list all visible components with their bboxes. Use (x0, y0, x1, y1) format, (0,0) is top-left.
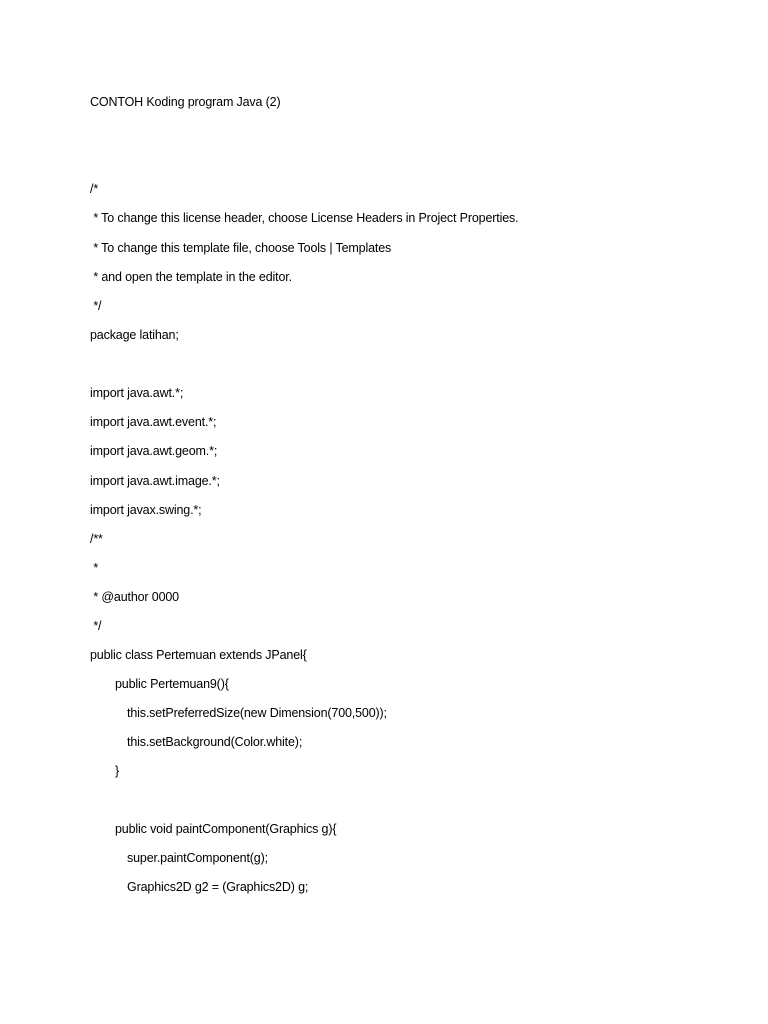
code-line: /** (90, 532, 103, 546)
code-line: import java.awt.image.*; (90, 474, 220, 488)
code-line: this.setBackground(Color.white); (127, 735, 303, 749)
code-line: public class Pertemuan extends JPanel{ (90, 648, 307, 662)
code-line: * To change this template file, choose Tools | Templates (90, 241, 392, 255)
code-line: */ (90, 619, 102, 633)
code-line: package latihan; (90, 328, 179, 342)
code-line: public Pertemuan9(){ (115, 677, 229, 691)
code-line: this.setPreferredSize(new Dimension(700,500)); (127, 706, 387, 720)
code-line: /* (90, 182, 99, 196)
code-line: import java.awt.*; (90, 386, 184, 400)
code-line: import java.awt.event.*; (90, 415, 217, 429)
code-line: import javax.swing.*; (90, 503, 202, 517)
code-line: super.paintComponent(g); (127, 851, 268, 865)
code-line: */ (90, 299, 102, 313)
code-line: public void paintComponent(Graphics g){ (115, 822, 337, 836)
code-line: * @author 0000 (90, 590, 179, 604)
code-line: } (115, 764, 120, 778)
code-line: * and open the template in the editor. (90, 270, 292, 284)
code-line: Graphics2D g2 = (Graphics2D) g; (127, 880, 309, 894)
code-line: import java.awt.geom.*; (90, 444, 218, 458)
code-line: * (90, 561, 99, 575)
document-title: CONTOH Koding program Java (2) (90, 95, 281, 109)
code-line: * To change this license header, choose License Headers in Project Properties. (90, 211, 519, 225)
